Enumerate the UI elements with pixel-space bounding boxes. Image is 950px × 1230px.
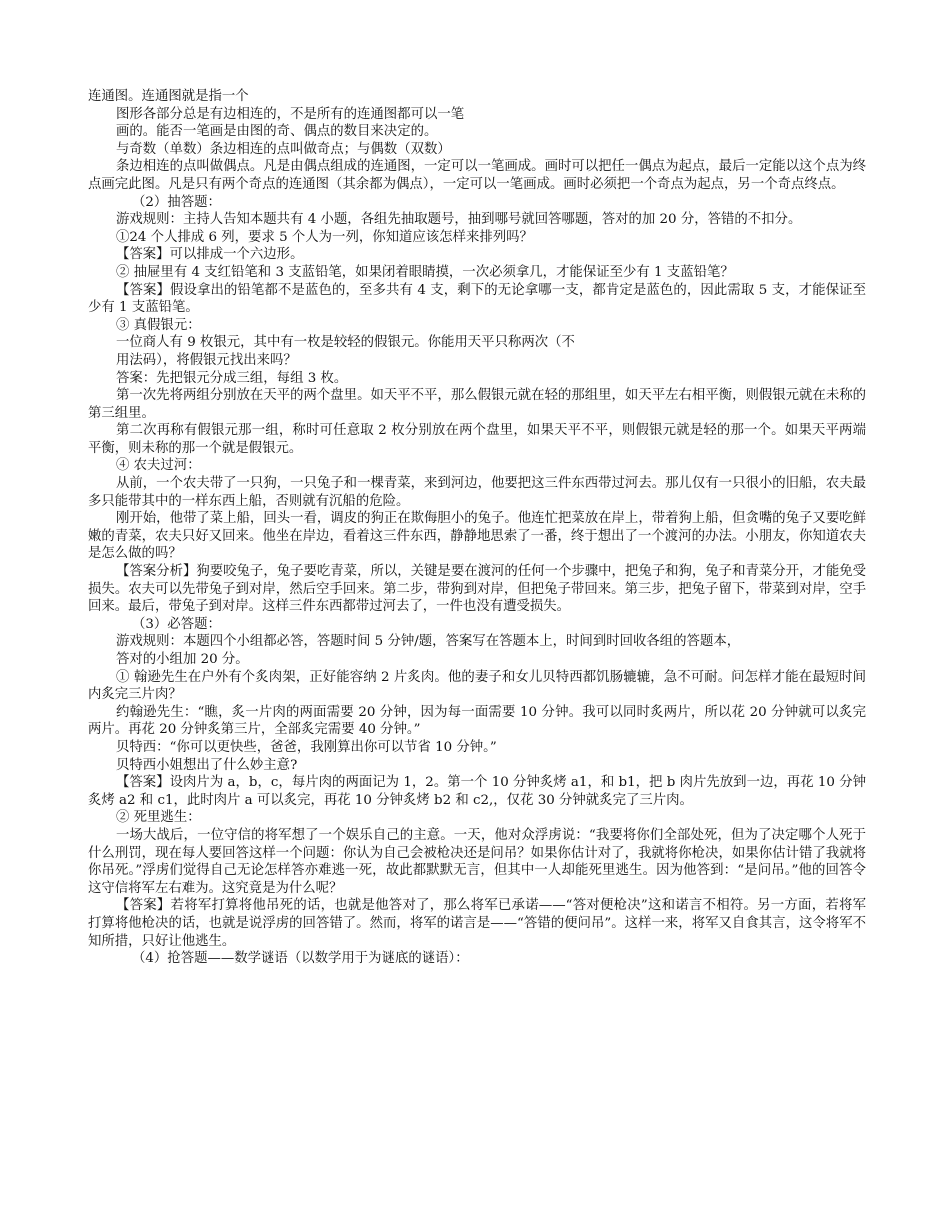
- paragraph: 画的。能否一笔画是由图的奇、偶点的数目来决定的。: [116, 124, 438, 140]
- paragraph: 贝特西小姐想出了什么妙主意?: [116, 757, 298, 773]
- paragraph: 刚开始，他带了菜上船，回头一看，调皮的狗正在欺侮胆小的兔子。他连忙把菜放在岸上，带着狗上船，但贪嘴的兔子又要吃鲜嫩的青菜，农夫只好又回来。他坐在岸边，看着这三件东西，静静地思索了一番，终于想出了一个渡河的办法。小朋友，你知道农夫是怎么做的吗？: [88, 511, 866, 562]
- paragraph: ② 死里逃生：: [116, 810, 201, 826]
- paragraph: 【答案】可以排成一个六边形。: [116, 247, 304, 263]
- document-page: [88, 88, 866, 968]
- paragraph: 贝特西：“你可以更快些，爸爸，我刚算出你可以节省 10 分钟。”: [116, 739, 497, 755]
- paragraph: 【答案】设肉片为 a，b，c，每片肉的两面记为 1，2。第一个 10 分钟炙烤 a1，和 b1，把 b 肉片先放到一边，再花 10 分钟炙烤 a2 和 c1，此时肉片 a 可以炙完，再花 10 分钟炙烤 b2 和 c2,，仅花 30 分钟就炙完了三片肉。: [88, 775, 866, 808]
- paragraph: 答案：先把银元分成三组，每组 3 枚。: [116, 370, 348, 386]
- paragraph: （4）抢答题——数学谜语（以数学用于为谜底的谜语）：: [132, 951, 469, 967]
- paragraph: 答对的小组加 20 分。: [116, 652, 249, 667]
- paragraph: 与奇数（单数）条边相连的点叫做奇点；与偶数（双数）: [116, 141, 451, 157]
- paragraph: 条边相连的点叫做偶点。凡是由偶点组成的连通图，一定可以一笔画成。画时可以把任一偶点为起点，最后一定能以这个点为终点画完此图。凡是只有两个奇点的连通图（其余都为偶点），一定可以一笔画成。画时必须把一个奇点为起点，另一个奇点终点。: [88, 159, 866, 192]
- paragraph: 【答案】假设拿出的铅笔都不是蓝色的，至多共有 4 支，剩下的无论拿哪一支，都肯定是蓝色的，因此需取 5 支，才能保证至少有 1 支蓝铅笔。: [88, 282, 866, 316]
- paragraph: 【答案】若将军打算将他吊死的话，也就是他答对了，那么将军已承诺——“答对便枪决”这和诺言不相符。另一方面，若将军打算将他枪决的话，也就是说浮虏的回答错了。然而，将军的诺言是——“答错的便问吊”。这样一来，将军又自食其言，这令将军不知所措，只好让他逃生。: [88, 898, 866, 949]
- paragraph: （3）必答题：: [132, 616, 221, 632]
- paragraph: ④ 农夫过河：: [116, 458, 201, 474]
- paragraph: 第一次先将两组分别放在天平的两个盘里。如天平不平，那么假银元就在轻的那组里，如天平左右相平衡，则假银元就在未称的第三组里。: [88, 388, 866, 421]
- paragraph: 一位商人有 9 枚银元，其中有一枚是较轻的假银元。你能用天平只称两次（不: [116, 335, 575, 351]
- paragraph: 图形各部分总是有边相连的，不是所有的连通图都可以一笔: [116, 106, 465, 122]
- paragraph: 第二次再称有假银元那一组，称时可任意取 2 枚分别放在两个盘里，如果天平不平，则假银元就是轻的那一个。如果天平两端平衡，则未称的那一个就是假银元。: [88, 423, 866, 456]
- paragraph: 一场大战后，一位守信的将军想了一个娱乐自己的主意。一天，他对众浮虏说：“我要将你们全部处死，但为了决定哪个人死于什么刑罚，现在每人要回答这样一个问题：你认为自己会被枪决还是问吊？如果你估计对了，我就将你枪决，如果你估计错了我就将你吊死。”浮虏们觉得自己无论怎样答亦难逃一死，故此都默默无言，但其中一人却能死里逃生。因为他答到：“是问吊。”他的回答令这守信将军左右难为。这究竟是为什么呢？: [88, 827, 866, 896]
- paragraph: 从前，一个农夫带了一只狗，一只兔子和一棵青菜，来到河边，他要把这三件东西带过河去。那儿仅有一只很小的旧船，农夫最多只能带其中的一样东西上船，否则就有沉船的危险。: [88, 476, 866, 509]
- paragraph: 【答案分析】狗要咬兔子，兔子要吃青菜，所以，关键是要在渡河的任何一个步骤中，把兔子和狗，兔子和青菜分开，才能免受损失。农夫可以先带兔子到对岸，然后空手回来。第二步，带狗到对岸，但把兔子带回来。第三步，把兔子留下，带菜到对岸，空手回来。最后，带兔子到对岸。这样三件东西都带过河去了，一件也没有遭受损失。: [88, 564, 866, 615]
- paragraph: ① 翰逊先生在户外有个炙肉架，正好能容纳 2 片炙肉。他的妻子和女儿贝特西都饥肠辘辘，急不可耐。问怎样才能在最短时间内炙完三片肉？: [88, 669, 866, 703]
- paragraph: （2）抽答题：: [132, 194, 221, 210]
- paragraph: 游戏规则：本题四个小组都必答，答题时间 5 分钟/题，答案写在答题本上，时间到时回收各组的答题本，: [116, 634, 741, 650]
- paragraph: 用法码），将假银元找出来吗？: [116, 352, 297, 368]
- paragraph: ①24 个人排成 6 列，要求 5 个人为一列，你知道应该怎样来排列吗？: [116, 229, 533, 245]
- paragraph: 连通图。连通图就是指一个: [88, 89, 249, 104]
- paragraph: ② 抽屉里有 4 支红铅笔和 3 支蓝铅笔，如果闭着眼睛摸，一次必须拿几，才能保证至少有 1 支蓝铅笔？: [116, 264, 734, 280]
- paragraph: 游戏规则：主持人告知本题共有 4 小题，各组先抽取题号，抽到哪号就回答哪题，答对的加 20 分，答错的不扣分。: [116, 212, 802, 228]
- paragraph: 约翰逊先生：“瞧，炙一片肉的两面需要 20 分钟，因为每一面需要 10 分钟。我可以同时炙两片，所以花 20 分钟就可以炙完两片。再花 20 分钟炙第三片，全部炙完需要 40 分钟。”: [88, 704, 866, 738]
- paragraph: ③ 真假银元：: [116, 317, 201, 333]
